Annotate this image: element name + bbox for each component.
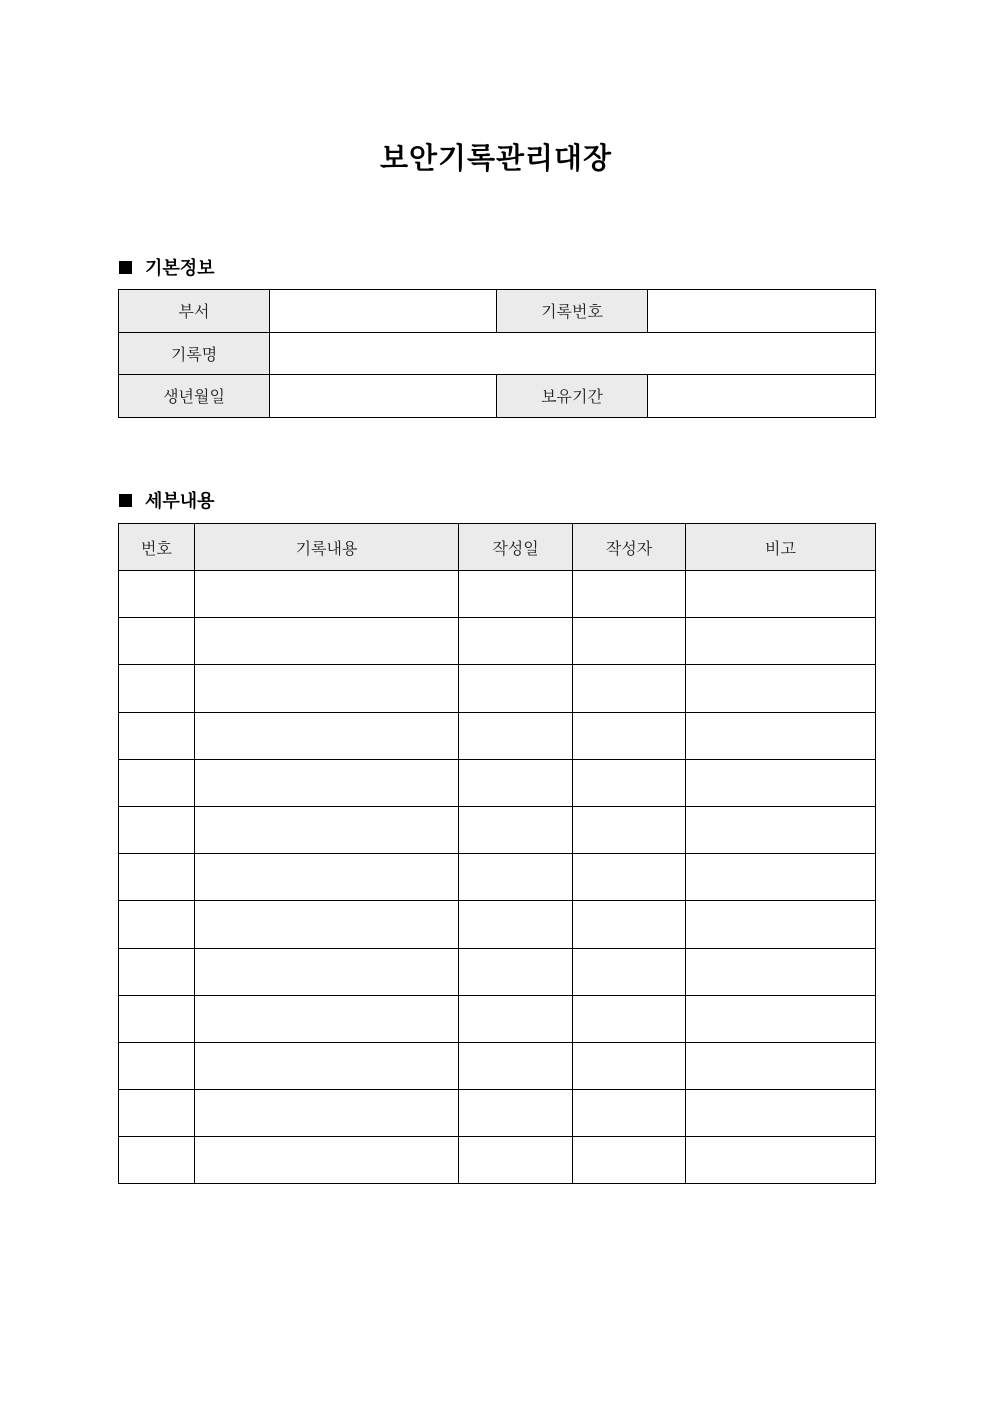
cell-content[interactable] — [195, 1090, 459, 1137]
cell-content[interactable] — [195, 854, 459, 901]
cell-author[interactable] — [573, 665, 686, 712]
cell-remarks[interactable] — [686, 712, 876, 759]
cell-remarks[interactable] — [686, 948, 876, 995]
section-heading-basic-info — [119, 254, 215, 280]
cell-number[interactable] — [119, 712, 195, 759]
cell-content[interactable] — [195, 806, 459, 853]
cell-author[interactable] — [573, 1137, 686, 1184]
cell-content[interactable] — [195, 1137, 459, 1184]
table-row — [119, 948, 876, 995]
cell-content[interactable] — [195, 665, 459, 712]
cell-remarks[interactable] — [686, 806, 876, 853]
cell-remarks[interactable] — [686, 571, 876, 618]
cell-remarks[interactable] — [686, 1090, 876, 1137]
cell-date[interactable] — [459, 806, 573, 853]
cell-date[interactable] — [459, 1042, 573, 1089]
cell-number[interactable] — [119, 1137, 195, 1184]
cell-date[interactable] — [459, 1137, 573, 1184]
cell-date[interactable] — [459, 854, 573, 901]
cell-date[interactable] — [459, 995, 573, 1042]
label-retention-period: 보유기간 — [497, 375, 648, 418]
table-row — [119, 854, 876, 901]
table-row — [119, 332, 876, 375]
cell-remarks[interactable] — [686, 901, 876, 948]
table-row — [119, 1137, 876, 1184]
cell-number[interactable] — [119, 1042, 195, 1089]
cell-date[interactable] — [459, 571, 573, 618]
cell-date[interactable] — [459, 948, 573, 995]
cell-content[interactable] — [195, 571, 459, 618]
details-table — [118, 523, 876, 1184]
cell-number[interactable] — [119, 571, 195, 618]
cell-date[interactable] — [459, 712, 573, 759]
cell-number[interactable] — [119, 948, 195, 995]
column-header-author: 작성자 — [573, 524, 686, 571]
cell-author[interactable] — [573, 995, 686, 1042]
cell-author[interactable] — [573, 618, 686, 665]
cell-author[interactable] — [573, 571, 686, 618]
table-row — [119, 571, 876, 618]
cell-content[interactable] — [195, 759, 459, 806]
cell-remarks[interactable] — [686, 618, 876, 665]
cell-number[interactable] — [119, 806, 195, 853]
table-row — [119, 901, 876, 948]
section-heading-label: 기본정보 — [145, 258, 215, 279]
table-row — [119, 806, 876, 853]
cell-remarks[interactable] — [686, 1137, 876, 1184]
table-row — [119, 1090, 876, 1137]
cell-date[interactable] — [459, 665, 573, 712]
cell-content[interactable] — [195, 948, 459, 995]
label-birth-date: 생년월일 — [119, 375, 270, 418]
cell-date[interactable] — [459, 618, 573, 665]
cell-date[interactable] — [459, 759, 573, 806]
cell-date[interactable] — [459, 901, 573, 948]
cell-date[interactable] — [459, 1090, 573, 1137]
table-row — [119, 665, 876, 712]
cell-number[interactable] — [119, 1090, 195, 1137]
cell-author[interactable] — [573, 759, 686, 806]
field-record-name[interactable] — [270, 332, 876, 375]
field-record-number[interactable] — [648, 290, 876, 333]
label-department: 부서 — [119, 290, 270, 333]
black-square-bullet-icon — [119, 261, 132, 274]
cell-number[interactable] — [119, 995, 195, 1042]
cell-remarks[interactable] — [686, 995, 876, 1042]
cell-author[interactable] — [573, 712, 686, 759]
label-record-number: 기록번호 — [497, 290, 648, 333]
cell-author[interactable] — [573, 948, 686, 995]
cell-remarks[interactable] — [686, 665, 876, 712]
column-header-number: 번호 — [119, 524, 195, 571]
cell-content[interactable] — [195, 1042, 459, 1089]
column-header-content: 기록내용 — [195, 524, 459, 571]
cell-remarks[interactable] — [686, 1042, 876, 1089]
table-row — [119, 618, 876, 665]
field-birth-date[interactable] — [270, 375, 497, 418]
table-row — [119, 995, 876, 1042]
cell-author[interactable] — [573, 806, 686, 853]
table-row — [119, 712, 876, 759]
cell-number[interactable] — [119, 901, 195, 948]
cell-number[interactable] — [119, 618, 195, 665]
table-row — [119, 375, 876, 418]
column-header-date: 작성일 — [459, 524, 573, 571]
section-heading-label: 세부내용 — [145, 491, 215, 512]
cell-content[interactable] — [195, 901, 459, 948]
cell-author[interactable] — [573, 1042, 686, 1089]
black-square-bullet-icon — [119, 494, 132, 507]
cell-remarks[interactable] — [686, 854, 876, 901]
table-row — [119, 290, 876, 333]
cell-number[interactable] — [119, 759, 195, 806]
section-heading-details — [119, 487, 215, 513]
label-record-name: 기록명 — [119, 332, 270, 375]
cell-author[interactable] — [573, 901, 686, 948]
table-row — [119, 1042, 876, 1089]
cell-author[interactable] — [573, 1090, 686, 1137]
cell-content[interactable] — [195, 995, 459, 1042]
cell-content[interactable] — [195, 618, 459, 665]
cell-content[interactable] — [195, 712, 459, 759]
table-row — [119, 759, 876, 806]
field-department[interactable] — [270, 290, 497, 333]
field-retention-period[interactable] — [648, 375, 876, 418]
cell-author[interactable] — [573, 854, 686, 901]
cell-number[interactable] — [119, 854, 195, 901]
basic-info-table — [118, 289, 876, 418]
cell-remarks[interactable] — [686, 759, 876, 806]
column-header-remarks: 비고 — [686, 524, 876, 571]
table-header-row — [119, 524, 876, 571]
document-title: 보안기록관리대장 — [379, 141, 613, 175]
cell-number[interactable] — [119, 665, 195, 712]
